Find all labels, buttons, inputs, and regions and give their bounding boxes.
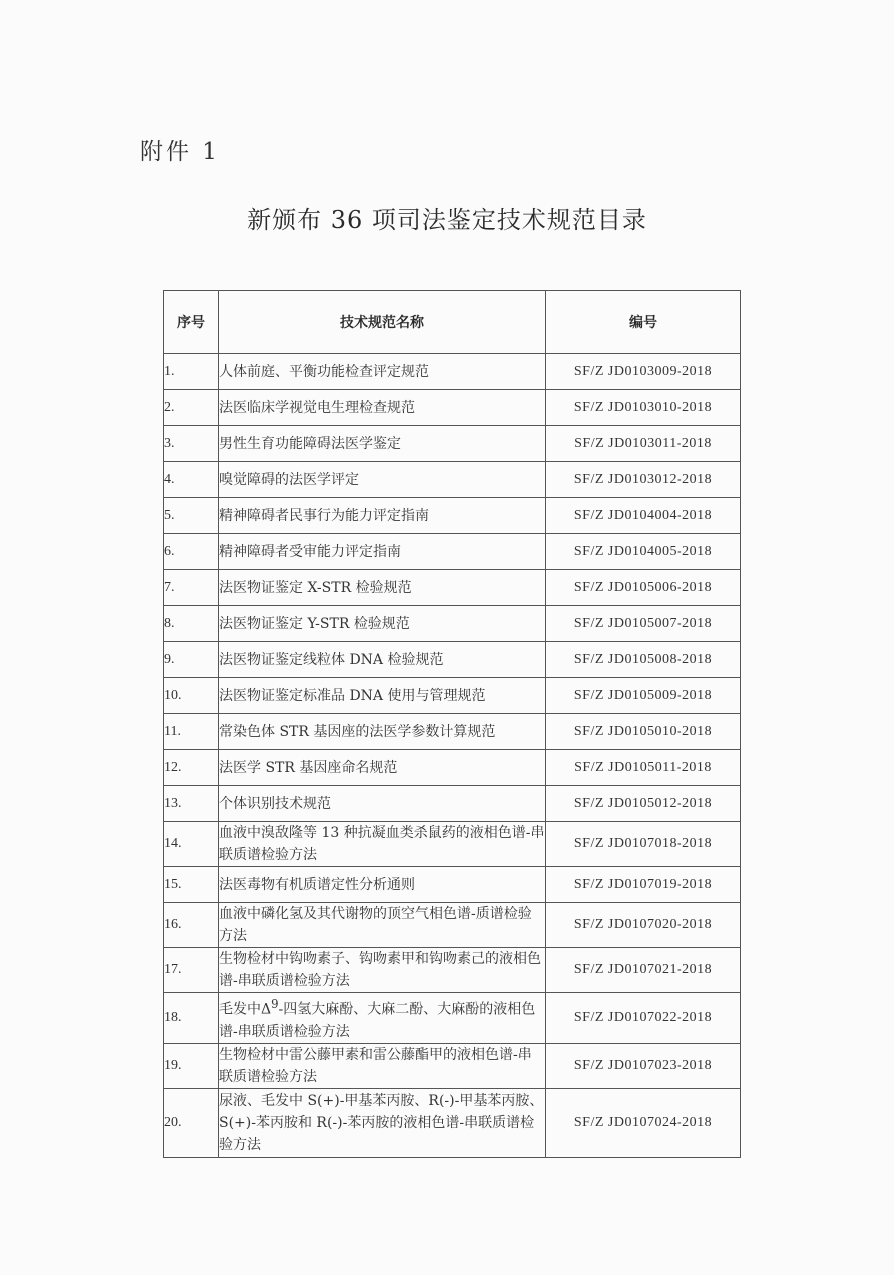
- row-name-suffix: -四氢大麻酚、大麻二酚、大麻酚的液相色谱-串联质谱检验方法: [219, 1001, 536, 1040]
- row-code: SF/Z JD0105010-2018: [546, 714, 741, 750]
- row-name: 精神障碍者民事行为能力评定指南: [219, 498, 546, 534]
- row-name: 人体前庭、平衡功能检查评定规范: [219, 354, 546, 390]
- row-code: SF/Z JD0107024-2018: [546, 1088, 741, 1157]
- table-row: [164, 903, 741, 948]
- row-code: SF/Z JD0104005-2018: [546, 534, 741, 570]
- table-row: [164, 993, 741, 1044]
- table-row: [164, 534, 741, 570]
- row-index: 17.: [164, 948, 219, 993]
- row-code: SF/Z JD0105009-2018: [546, 678, 741, 714]
- row-code: SF/Z JD0107022-2018: [546, 993, 741, 1044]
- row-name-prefix: 毛发中Δ: [219, 1001, 272, 1018]
- row-index: 1.: [164, 354, 219, 390]
- row-index: 2.: [164, 390, 219, 426]
- column-header-index: 序号: [164, 291, 219, 354]
- row-index: 12.: [164, 750, 219, 786]
- table-row: [164, 354, 741, 390]
- row-name: 嗅觉障碍的法医学评定: [219, 462, 546, 498]
- row-name: 男性生育功能障碍法医学鉴定: [219, 426, 546, 462]
- table-row: [164, 570, 741, 606]
- row-index: 20.: [164, 1088, 219, 1157]
- table-row: [164, 606, 741, 642]
- row-code: SF/Z JD0107018-2018: [546, 822, 741, 867]
- row-code: SF/Z JD0105008-2018: [546, 642, 741, 678]
- row-code: SF/Z JD0103011-2018: [546, 426, 741, 462]
- row-code: SF/Z JD0105011-2018: [546, 750, 741, 786]
- row-name: 法医临床学视觉电生理检查规范: [219, 390, 546, 426]
- row-code: SF/Z JD0105012-2018: [546, 786, 741, 822]
- row-name: 血液中溴敌隆等 13 种抗凝血类杀鼠药的液相色谱-串联质谱检验方法: [219, 822, 546, 867]
- row-name: 个体识别技术规范: [219, 786, 546, 822]
- row-name: 法医物证鉴定线粒体 DNA 检验规范: [219, 642, 546, 678]
- row-name: 常染色体 STR 基因座的法医学参数计算规范: [219, 714, 546, 750]
- table-row: [164, 714, 741, 750]
- table-row: [164, 786, 741, 822]
- column-header-name: 技术规范名称: [219, 291, 546, 354]
- table-row: [164, 390, 741, 426]
- row-code: SF/Z JD0103010-2018: [546, 390, 741, 426]
- row-index: 8.: [164, 606, 219, 642]
- row-code: SF/Z JD0107020-2018: [546, 903, 741, 948]
- row-name: 法医学 STR 基因座命名规范: [219, 750, 546, 786]
- row-name: 法医物证鉴定 Y-STR 检验规范: [219, 606, 546, 642]
- row-index: 5.: [164, 498, 219, 534]
- row-index: 7.: [164, 570, 219, 606]
- table-row: [164, 462, 741, 498]
- column-header-code: 编号: [546, 291, 741, 354]
- row-index: 15.: [164, 867, 219, 903]
- row-name-superscript: 9: [271, 997, 279, 1011]
- document-title: 新颁布 36 项司法鉴定技术规范目录: [247, 206, 647, 234]
- table-row: [164, 867, 741, 903]
- row-name: 法医物证鉴定标准品 DNA 使用与管理规范: [219, 678, 546, 714]
- row-code: SF/Z JD0107023-2018: [546, 1043, 741, 1088]
- row-code: SF/Z JD0107021-2018: [546, 948, 741, 993]
- table-row: [164, 678, 741, 714]
- table-row: [164, 1088, 741, 1157]
- spec-table: [163, 290, 741, 1158]
- row-index: 14.: [164, 822, 219, 867]
- row-index: 19.: [164, 1043, 219, 1088]
- attachment-label: 附件 1: [140, 139, 220, 165]
- row-name: [219, 993, 546, 1044]
- row-index: 11.: [164, 714, 219, 750]
- table-row: [164, 426, 741, 462]
- row-name: 血液中磷化氢及其代谢物的顶空气相色谱-质谱检验方法: [219, 903, 546, 948]
- row-name: 生物检材中雷公藤甲素和雷公藤酯甲的液相色谱-串联质谱检验方法: [219, 1043, 546, 1088]
- row-code: SF/Z JD0104004-2018: [546, 498, 741, 534]
- row-name: 生物检材中钩吻素子、钩吻素甲和钩吻素己的液相色谱-串联质谱检验方法: [219, 948, 546, 993]
- table-row: [164, 498, 741, 534]
- table-row: [164, 822, 741, 867]
- table-header-row: [164, 291, 741, 354]
- row-index: 16.: [164, 903, 219, 948]
- row-index: 18.: [164, 993, 219, 1044]
- row-index: 10.: [164, 678, 219, 714]
- row-code: SF/Z JD0107019-2018: [546, 867, 741, 903]
- row-name: 法医毒物有机质谱定性分析通则: [219, 867, 546, 903]
- row-name: 精神障碍者受审能力评定指南: [219, 534, 546, 570]
- row-index: 4.: [164, 462, 219, 498]
- row-index: 6.: [164, 534, 219, 570]
- table-row: [164, 642, 741, 678]
- row-index: 9.: [164, 642, 219, 678]
- row-name: 尿液、毛发中 S(+)-甲基苯丙胺、R(-)-甲基苯丙胺、S(+)-苯丙胺和 R(-)-苯丙胺的液相色谱-串联质谱检验方法: [219, 1088, 546, 1157]
- row-code: SF/Z JD0105006-2018: [546, 570, 741, 606]
- row-code: SF/Z JD0103009-2018: [546, 354, 741, 390]
- table-row: [164, 750, 741, 786]
- row-index: 13.: [164, 786, 219, 822]
- table-row: [164, 948, 741, 993]
- row-name: 法医物证鉴定 X-STR 检验规范: [219, 570, 546, 606]
- row-code: SF/Z JD0105007-2018: [546, 606, 741, 642]
- row-code: SF/Z JD0103012-2018: [546, 462, 741, 498]
- table-row: [164, 1043, 741, 1088]
- row-index: 3.: [164, 426, 219, 462]
